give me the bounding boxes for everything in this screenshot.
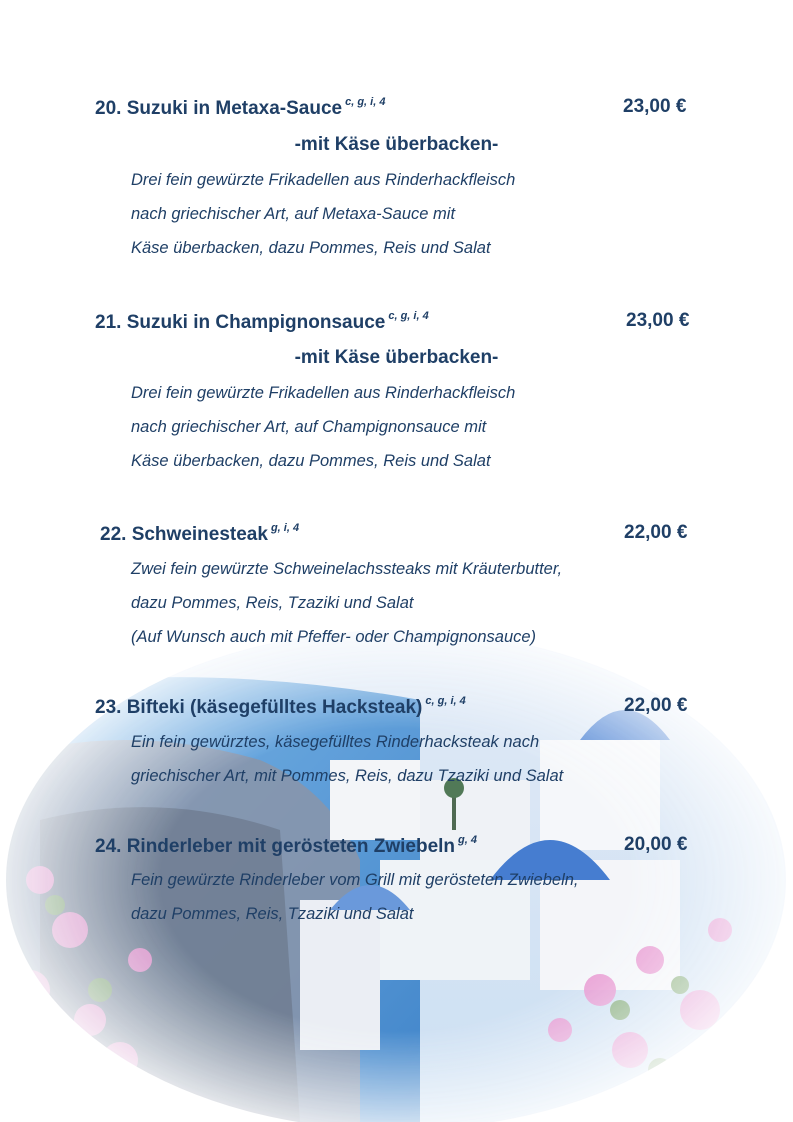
dish-name (95, 310, 429, 334)
dish-name (100, 522, 299, 546)
dish-description-line: dazu Pommes, Reis, Tzaziki und Salat (131, 905, 414, 923)
dish-description-line: nach griechischer Art, auf Metaxa-Sauce mit (131, 205, 456, 223)
dish-name-text: 24. Rinderleber mit gerösteten Zwiebeln (95, 836, 456, 857)
dish-price: 23,00 € (626, 310, 690, 331)
dish-subtitle: -mit Käse überbacken- (294, 347, 499, 368)
dish-name-text: 20. Suzuki in Metaxa-Sauce (95, 98, 343, 119)
dish-name (95, 834, 477, 858)
dish-description-line: Zwei fein gewürzte Schweinelachssteaks mit Kräuterbutter, (131, 560, 563, 578)
allergen-codes: c, g, i, 4 (388, 310, 429, 322)
dish-description-line: Fein gewürzte Rinderleber vom Grill mit gerösteten Zwiebeln, (131, 871, 579, 889)
dish-name (95, 695, 466, 719)
dish-name-text: 23. Bifteki (käsegefülltes Hacksteak) (95, 697, 423, 718)
dish-name-text: 21. Suzuki in Champignonsauce (95, 312, 386, 333)
dish-price: 22,00 € (624, 522, 688, 543)
dish-description-line: Ein fein gewürztes, käsegefülltes Rinderhacksteak nach (131, 733, 540, 751)
dish-description-line: Käse überbacken, dazu Pommes, Reis und Salat (131, 239, 491, 257)
dish-subtitle: -mit Käse überbacken- (294, 134, 499, 155)
dish-price: 23,00 € (623, 96, 687, 117)
dish-name (95, 96, 385, 120)
dish-description-line: nach griechischer Art, auf Champignonsauce mit (131, 418, 487, 436)
allergen-codes: c, g, i, 4 (425, 695, 466, 707)
dish-description-line: (Auf Wunsch auch mit Pfeffer- oder Champignonsauce) (131, 628, 537, 646)
dish-description-line: dazu Pommes, Reis, Tzaziki und Salat (131, 594, 414, 612)
allergen-codes: g, i, 4 (270, 522, 300, 534)
dish-price: 22,00 € (624, 695, 688, 716)
dish-description-line: Käse überbacken, dazu Pommes, Reis und Salat (131, 452, 491, 470)
dish-description-line: griechischer Art, mit Pommes, Reis, dazu Tzaziki und Salat (131, 767, 564, 785)
allergen-codes: c, g, i, 4 (345, 96, 386, 108)
dish-description-line: Drei fein gewürzte Frikadellen aus Rinderhackfleisch (131, 384, 516, 402)
dish-name-text: 22. Schweinesteak (100, 524, 268, 545)
dish-description-line: Drei fein gewürzte Frikadellen aus Rinderhackfleisch (131, 171, 516, 189)
dish-price: 20,00 € (624, 834, 688, 855)
allergen-codes: g, 4 (458, 834, 477, 846)
